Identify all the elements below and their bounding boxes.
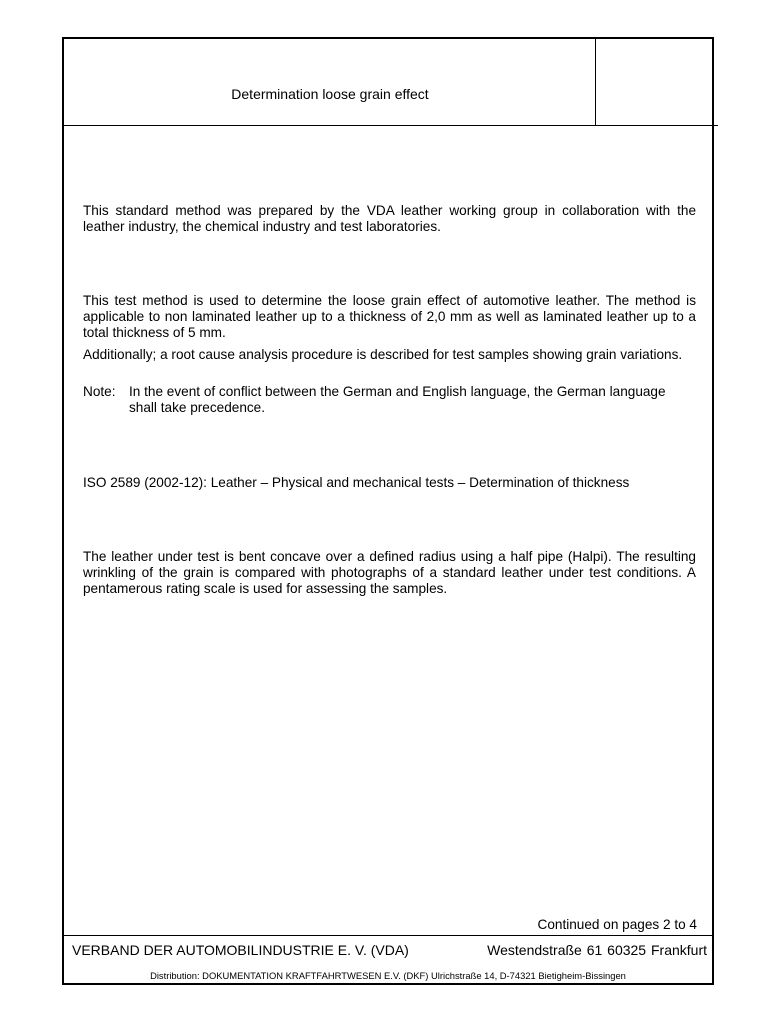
header-line-extension [712, 125, 718, 126]
document-title: Determination loose grain effect [231, 86, 429, 102]
scope-additional-paragraph: Additionally; a root cause analysis procedure is described for test samples showing grain variations. [83, 347, 683, 362]
note-label: Note: [83, 384, 116, 399]
foreword-paragraph: This standard method was prepared by the VDA leather working group in collaboration with the leather industry, the chemical industry and test laboratories. [83, 203, 696, 234]
scope-paragraph: This test method is used to determine the loose grain effect of automotive leather. The method is applicable to non laminated leather up to a thickness of 2,0 mm as well as laminated leather up to a total thickness of 5 mm. [83, 293, 696, 340]
footer-distribution: Distribution: DOKUMENTATION KRAFTFAHRTWESEN E.V. (DKF) Ulrichstraße 14, D-74321 Bietigheim-Bissingen [150, 970, 626, 981]
references-paragraph: ISO 2589 (2002-12): Leather – Physical and mechanical tests – Determination of thickness [83, 475, 630, 490]
footer-organization: VERBAND DER AUTOMOBILINDUSTRIE E. V. (VDA) [72, 942, 409, 958]
document-header [64, 39, 712, 126]
continued-note: Continued on pages 2 to 4 [537, 917, 697, 932]
page-frame [62, 37, 714, 985]
note-text: In the event of conflict between the German and English language, the German language shall take precedence. [129, 384, 666, 415]
header-divider [595, 39, 596, 125]
footer-divider [64, 935, 712, 936]
principle-paragraph: The leather under test is bent concave over a defined radius using a half pipe (Halpi). The resulting wrinkling of the grain is compared with photographs of a standard leather under test conditions. A pentamerous rating scale is used for assessing the samples. [83, 549, 696, 596]
footer-address: Westendstraße 61 60325 Frankfurt [487, 942, 707, 958]
